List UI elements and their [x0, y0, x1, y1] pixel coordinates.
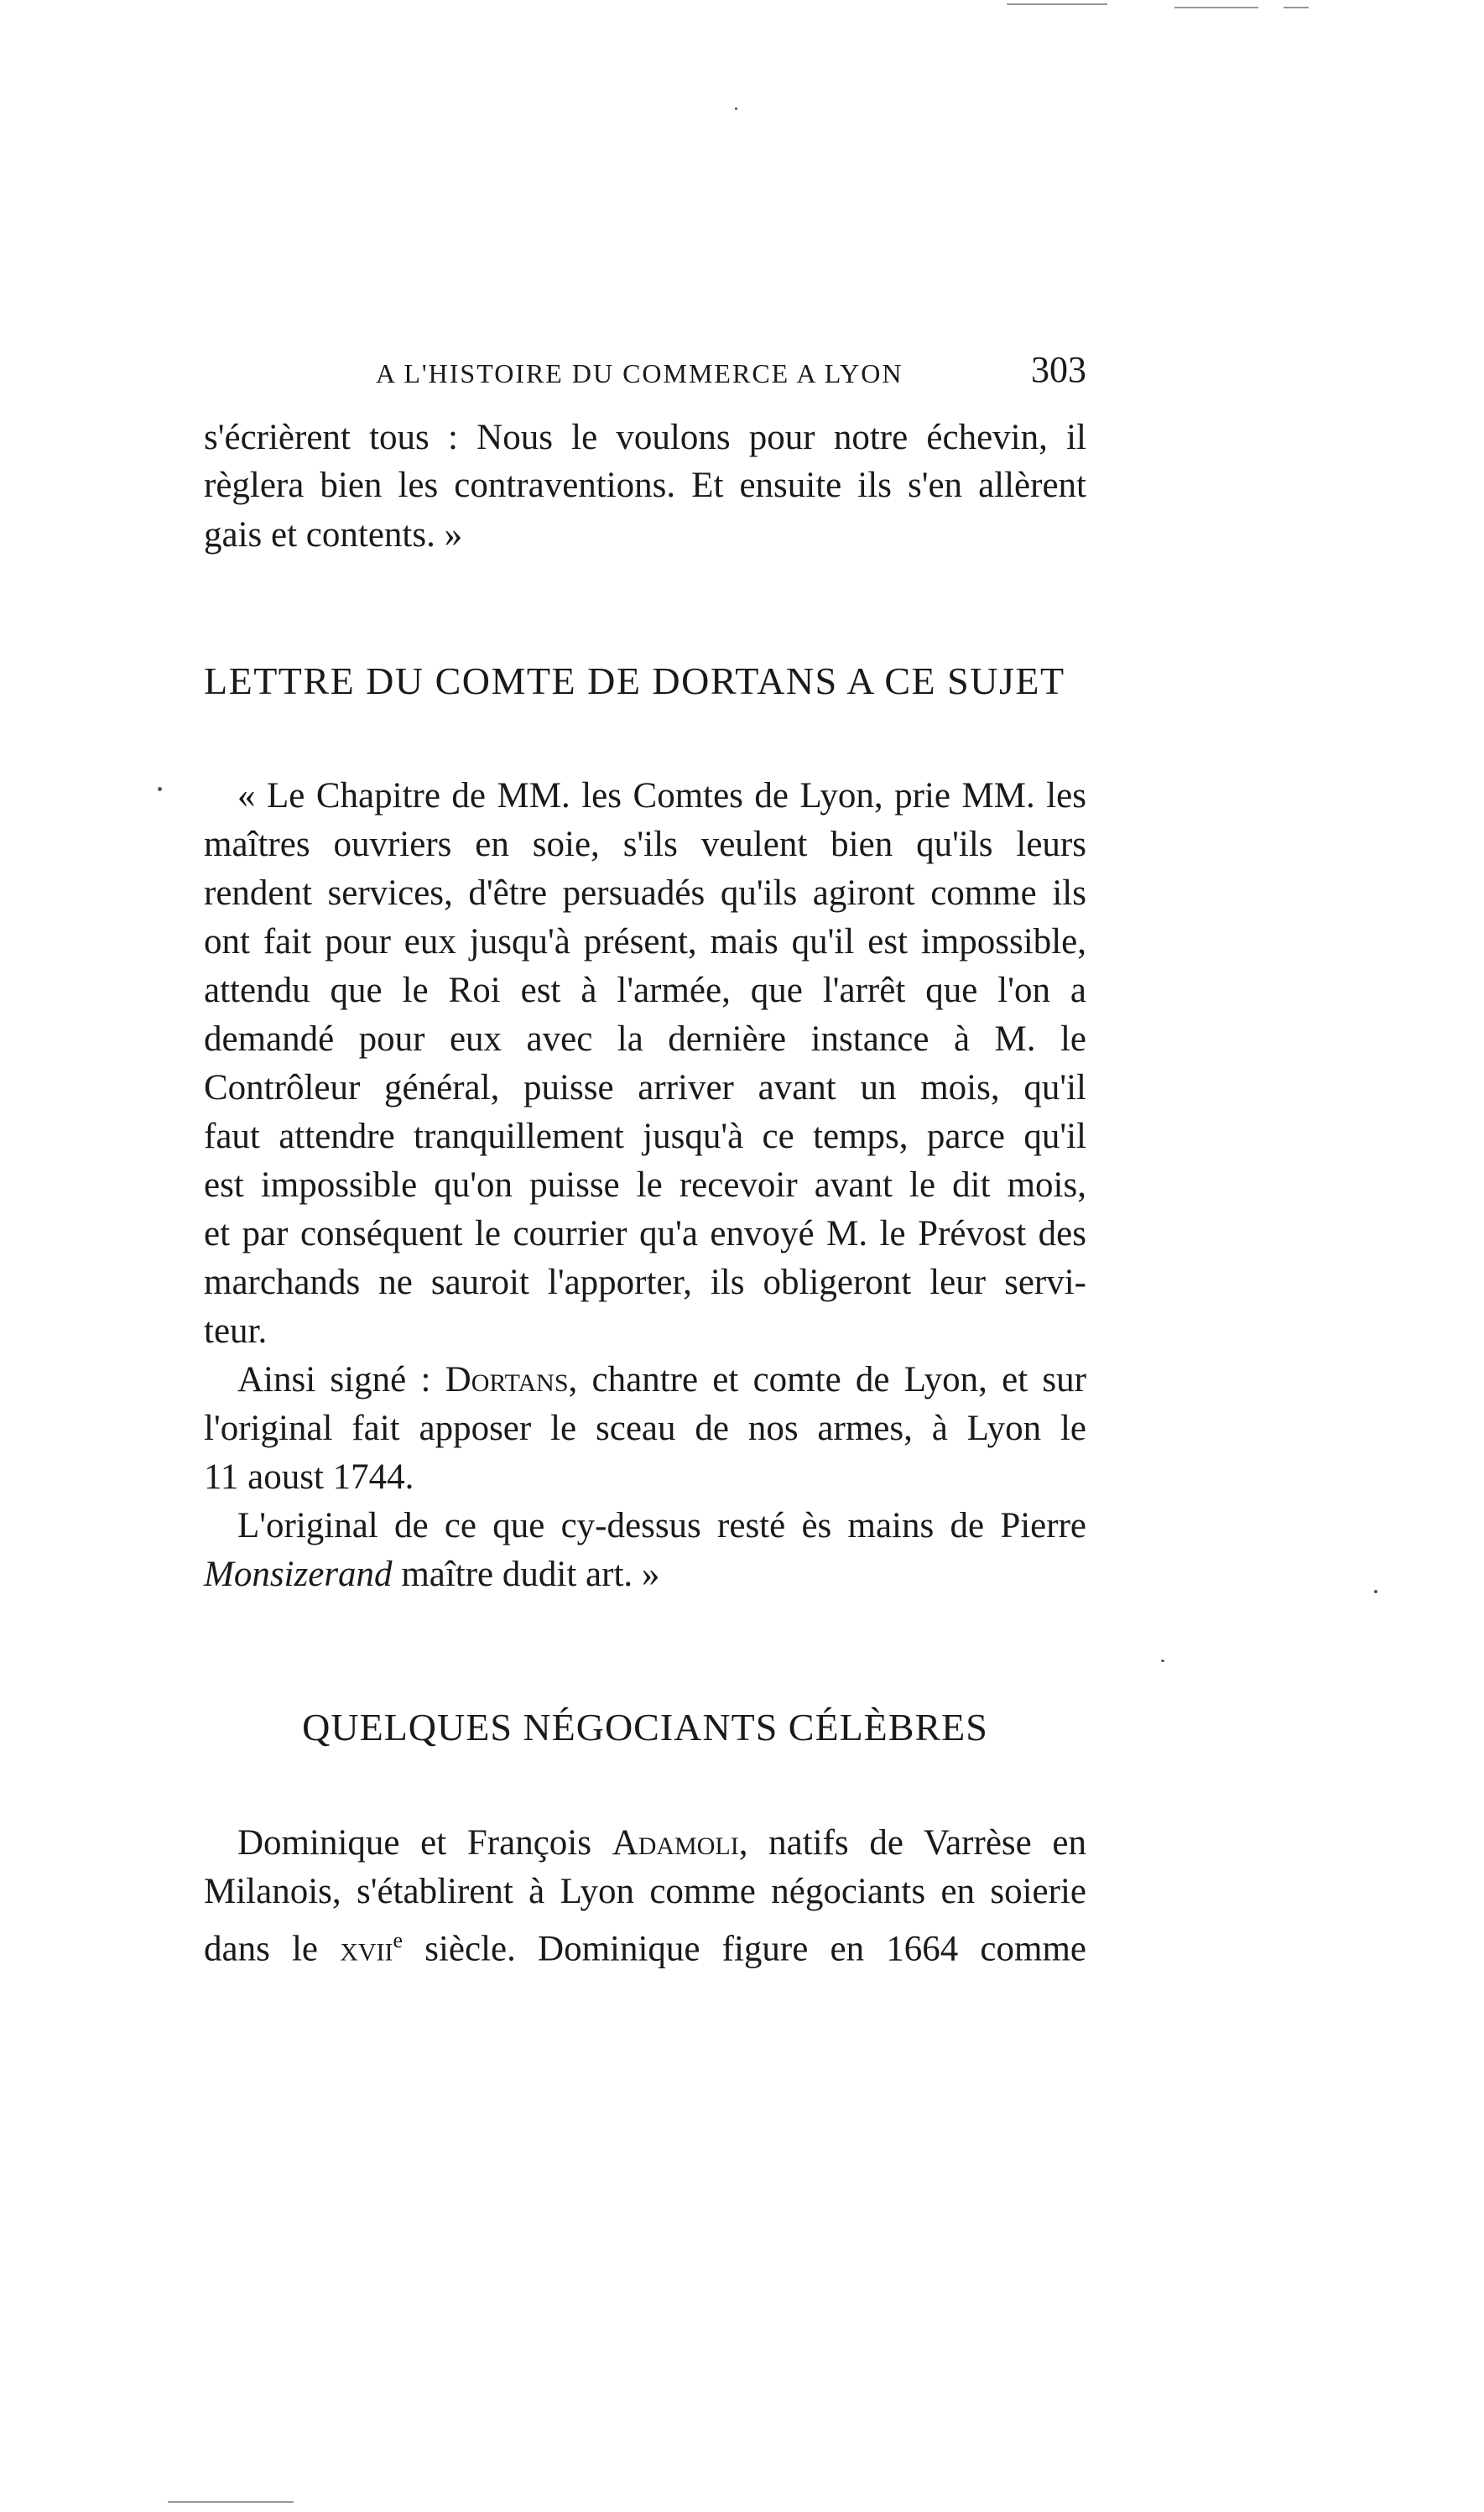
dust-speck	[158, 787, 162, 791]
scan-artifact-bottom	[168, 2501, 294, 2503]
letter-line: « Le Chapitre de MM. les Comtes de Lyon, prie MM. les	[237, 776, 1086, 816]
scan-artifact-top-2	[1174, 7, 1258, 8]
negociants-line3-prefix: dans le	[204, 1929, 341, 1969]
dust-speck	[1161, 1660, 1164, 1662]
signature-prefix: Ainsi signé :	[237, 1360, 445, 1399]
letter-line: et par conséquent le courrier qu'a envoyé M. le Prévost des	[204, 1214, 1086, 1253]
scan-artifact-top	[1007, 3, 1107, 5]
person-name: Monsizerand	[204, 1555, 393, 1594]
original-line: L'original de ce que cy-dessus resté ès mains de Pierre	[237, 1506, 1086, 1545]
section-heading-negociants: QUELQUES NÉGOCIANTS CÉLÈBRES	[302, 1706, 988, 1748]
negociants-suffix: , natifs de Varrèse en	[738, 1823, 1086, 1863]
section-heading-lettre: LETTRE DU COMTE DE DORTANS A CE SUJET	[204, 659, 1065, 702]
letter-line: faut attendre tranquillement jusqu'à ce temps, parce qu'il	[204, 1117, 1086, 1156]
negociants-line: Milanois, s'établirent à Lyon comme négociants en soierie	[204, 1872, 1086, 1911]
negociants-line	[204, 1916, 1086, 1973]
dust-speck	[1374, 1590, 1377, 1593]
signature-line: 11 aoust 1744.	[204, 1457, 414, 1497]
signature-suffix: , chantre et comte de Lyon, et sur	[568, 1360, 1086, 1399]
negociants-prefix: Dominique et François	[237, 1823, 612, 1863]
scan-artifact-top-3	[1284, 7, 1309, 8]
original-line-rest: maître dudit art. »	[392, 1555, 660, 1594]
intro-line: s'écrièrent tous : Nous le voulons pour notre échevin, il	[204, 418, 1086, 457]
century-superscript: e	[393, 1928, 404, 1952]
letter-line: ont fait pour eux jusqu'à présent, mais qu'il est impossible,	[204, 922, 1086, 962]
letter-line: teur.	[204, 1311, 268, 1351]
intro-line: règlera bien les contraventions. Et ensuite ils s'en allèrent	[204, 466, 1086, 505]
letter-line: marchands ne sauroit l'apporter, ils obligeront leur servi-	[204, 1263, 1086, 1302]
running-head	[204, 348, 1086, 399]
signature-line	[204, 1356, 1086, 1405]
letter-line: attendu que le Roi est à l'armée, que l'arrêt que l'on a	[204, 971, 1086, 1010]
letter-line: demandé pour eux avec la dernière instance à M. le	[204, 1019, 1086, 1059]
running-title: A L'HISTOIRE DU COMMERCE A LYON	[376, 358, 903, 388]
negociants-line3-suffix: siècle. Dominique figure en 1664 comme	[403, 1929, 1086, 1969]
letter-line: rendent services, d'être persuadés qu'ils agiront comme ils	[204, 873, 1086, 913]
letter-line: est impossible qu'on puisse le recevoir avant le dit mois,	[204, 1165, 1086, 1205]
letter-line: Contrôleur général, puisse arriver avant un mois, qu'il	[204, 1068, 1086, 1107]
page-number: 303	[1031, 349, 1086, 390]
intro-line: gais et contents. »	[204, 515, 463, 555]
family-name: Adamoli	[612, 1823, 739, 1863]
century-numeral: xvii	[340, 1929, 393, 1969]
negociants-line	[204, 1819, 1086, 1868]
signature-line: l'original fait apposer le sceau de nos armes, à Lyon le	[204, 1409, 1086, 1448]
letter-line: maîtres ouvriers en soie, s'ils veulent bien qu'ils leurs	[204, 825, 1086, 864]
dust-speck	[735, 107, 737, 110]
original-line	[204, 1550, 1086, 1599]
signatory-name: Dortans	[445, 1360, 569, 1399]
